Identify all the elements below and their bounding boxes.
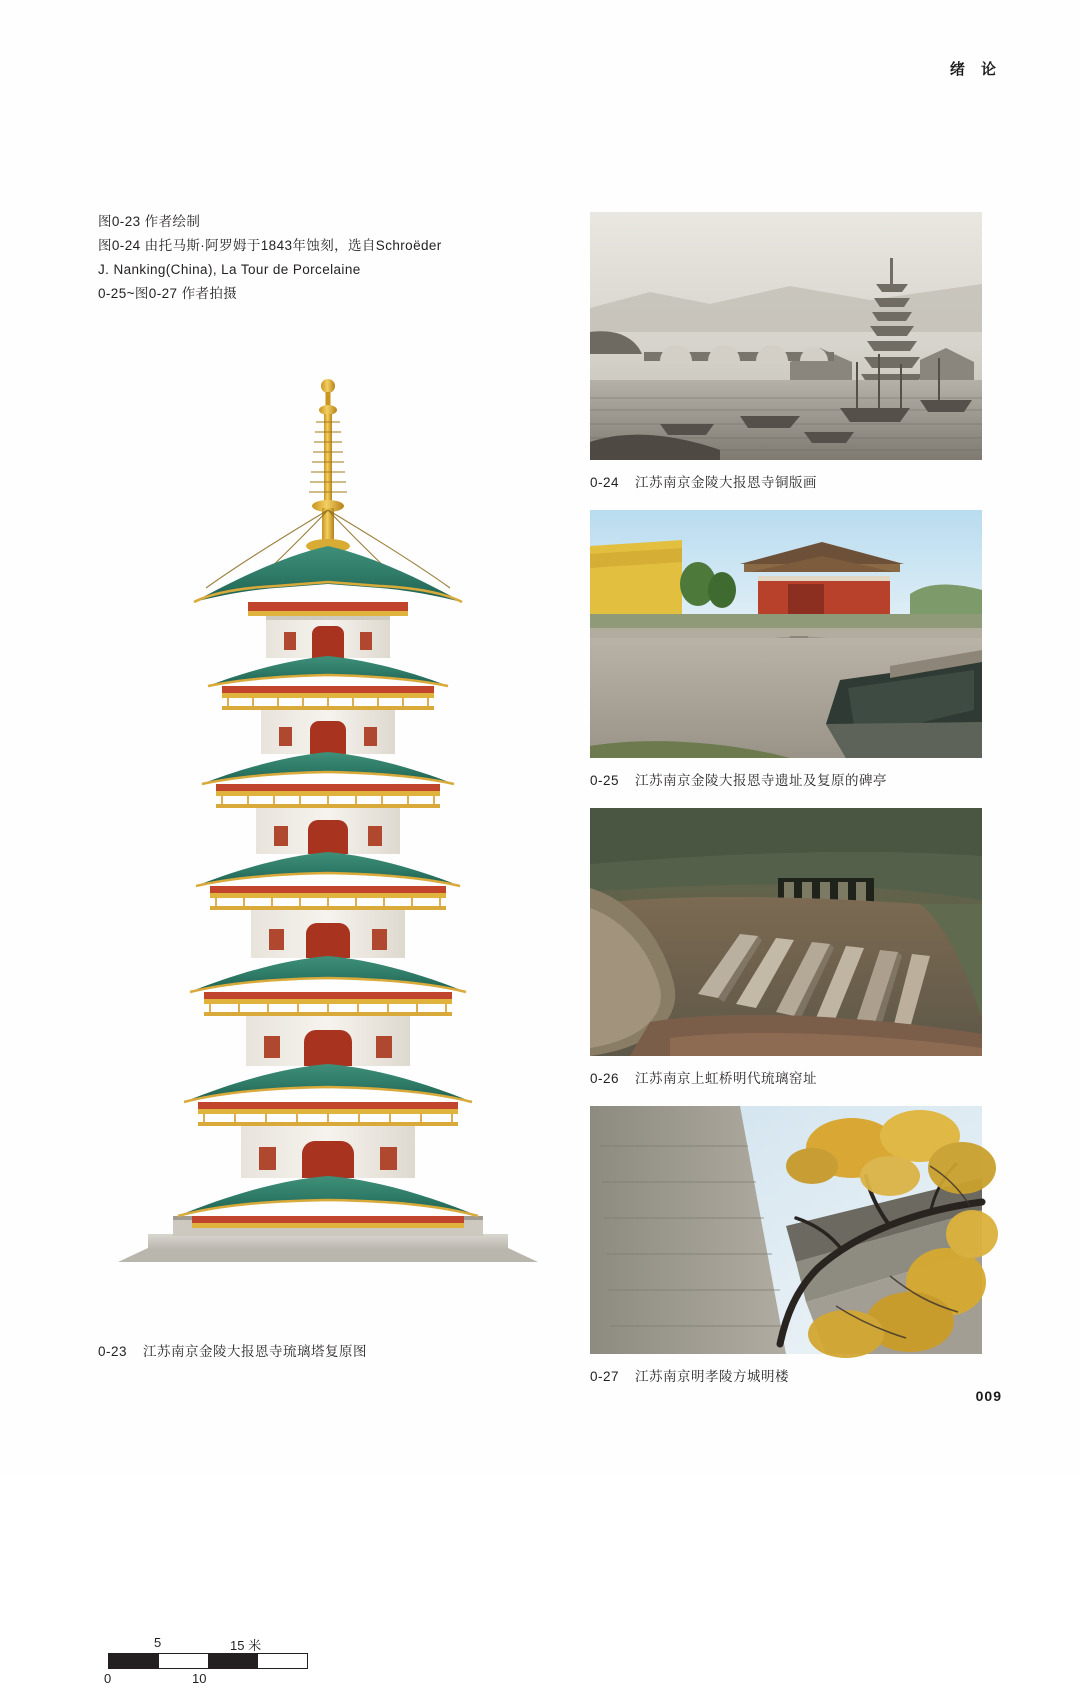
photo-column (590, 212, 982, 1404)
site-photo (590, 510, 982, 758)
figure-caption-0-27-text: 江苏南京明孝陵方城明楼 (635, 1369, 790, 1384)
scale-segment-1 (109, 1654, 159, 1668)
ming-tower-photo (590, 1106, 982, 1354)
scale-label-5: 5 (154, 1635, 162, 1650)
figure-credits (98, 210, 528, 306)
scale-label-15: 15 米 (230, 1638, 262, 1653)
credit-line-4: 0-25~图0-27 作者拍摄 (98, 286, 238, 301)
scale-label-10: 10 (192, 1671, 207, 1686)
figure-caption-0-27 (590, 1354, 982, 1398)
figure-caption-0-25 (590, 758, 982, 802)
credit-line-2: 图0-24 由托马斯·阿罗姆于1843年蚀刻，选自Schroëder (98, 238, 442, 253)
pagoda-finial (306, 379, 350, 553)
figure-block-0-26 (590, 808, 982, 1100)
figure-caption-0-26-text: 江苏南京上虹桥明代琉璃窑址 (635, 1071, 818, 1086)
scale-segment-2 (159, 1654, 209, 1668)
figure-image-0-26 (590, 808, 982, 1056)
kiln-site-photo (590, 808, 982, 1056)
pagoda-svg (98, 350, 558, 1280)
credit-line-3: J. Nanking(China), La Tour de Porcelaine (98, 262, 361, 277)
figure-image-0-24 (590, 212, 982, 460)
figure-caption-0-27-number: 0-27 (590, 1369, 620, 1384)
page-number: 009 (975, 1388, 1002, 1404)
scale-bar-lower-labels (104, 1671, 308, 1689)
figure-image-0-27 (590, 1106, 982, 1354)
pagoda-top-roof (194, 546, 462, 616)
figure-caption-0-26-number: 0-26 (590, 1071, 620, 1086)
figure-caption-0-23-text: 江苏南京金陵大报恩寺琉璃塔复原图 (143, 1344, 368, 1359)
scale-label-0: 0 (104, 1671, 112, 1686)
figure-caption-0-24-number: 0-24 (590, 475, 620, 490)
scale-segment-4 (258, 1654, 308, 1668)
figure-caption-0-25-text: 江苏南京金陵大报恩寺遗址及复原的碑亭 (635, 773, 888, 788)
running-head: 绪 论 (949, 61, 1002, 78)
figure-image-0-25 (590, 510, 982, 758)
figure-caption-0-24-text: 江苏南京金陵大报恩寺铜版画 (635, 475, 818, 490)
figure-caption-0-24 (590, 460, 982, 504)
scale-segment-3 (208, 1654, 258, 1668)
figure-block-0-24 (590, 212, 982, 504)
figure-caption-0-26 (590, 1056, 982, 1100)
figure-caption-0-25-number: 0-25 (590, 773, 620, 788)
figure-block-0-27 (590, 1106, 982, 1398)
pagoda-storeys (178, 616, 478, 1228)
figure-caption-0-23-number: 0-23 (98, 1344, 128, 1359)
scale-bar-segments (108, 1653, 308, 1669)
credit-line-1: 图0-23 作者绘制 (98, 214, 201, 229)
scale-bar-upper-labels (108, 1635, 308, 1653)
pagoda-elevation-drawing (98, 350, 558, 1280)
figure-caption-0-23 (98, 1340, 367, 1360)
figure-block-0-25 (590, 510, 982, 802)
scale-bar (104, 1635, 308, 1689)
engraving-illustration (590, 212, 982, 460)
